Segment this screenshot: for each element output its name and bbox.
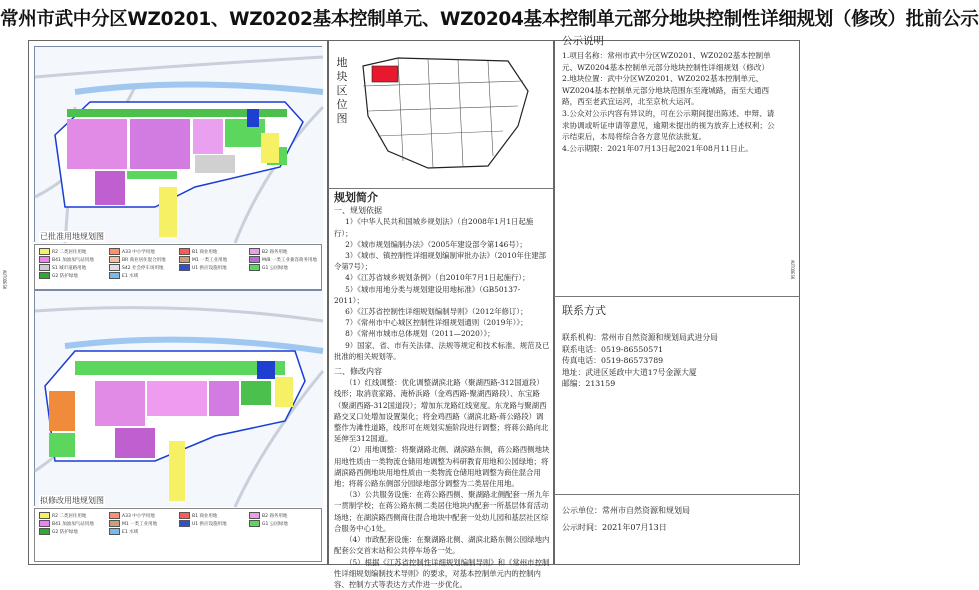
legend-swatch bbox=[179, 520, 190, 527]
basis-item: 4）《江苏省城乡规划条例》（自2010年7月1日起施行）； bbox=[334, 272, 550, 283]
legend-swatch bbox=[39, 264, 50, 271]
changes-list bbox=[334, 377, 550, 590]
legend-label: B1 商业用地 bbox=[192, 250, 217, 255]
legend-label: A33 中小学用地 bbox=[122, 514, 155, 519]
legend-swatch bbox=[179, 248, 190, 255]
change-item: （2）用地调整：将聚湖路北侧、湖滨路东侧，蒋公路西侧地块用地性质由一类物流仓储用地调整为科研教育用地和公园绿地；将湖滨路西侧地块用地性质由一类物流仓储用地调整为商住混合用地；将蒋公路东侧部分园绿地部分调整为二类居住用地。 bbox=[334, 444, 550, 489]
proposed-map-legend bbox=[34, 508, 322, 562]
legend-item bbox=[109, 248, 155, 255]
contact-body bbox=[562, 332, 782, 390]
proposed-map-svg bbox=[35, 291, 323, 507]
footer bbox=[562, 502, 782, 536]
right-divider-1 bbox=[554, 296, 800, 297]
locator-char: 块 bbox=[332, 70, 352, 84]
locator-char: 图 bbox=[332, 112, 352, 126]
legend-label: B41 加油加气站用地 bbox=[52, 522, 94, 527]
legend-label: A33 中小学用地 bbox=[122, 250, 155, 255]
contact-line: 传真电话：0519-86573789 bbox=[562, 355, 782, 367]
proposed-map-label: 拟修改用地规划图 bbox=[39, 495, 105, 506]
legend-item bbox=[179, 248, 217, 255]
legend-item bbox=[109, 264, 164, 271]
basis-item: 9）国家、省、市有关法律、法规等规定和技术标准、规范及已批准的相关规划等。 bbox=[334, 340, 550, 362]
legend-item bbox=[39, 264, 86, 271]
legend-item bbox=[109, 272, 138, 279]
legend-label: U1 供应设施用地 bbox=[192, 522, 227, 527]
legend-swatch bbox=[39, 248, 50, 255]
legend-swatch bbox=[39, 272, 50, 279]
basis-list bbox=[334, 216, 550, 362]
notice-item: 2.地块位置：武中分区WZ0201、WZ0202基本控制单元、WZ0204基本控制单元部分地块范围东至淹城路，南至大通西路，西至老武宜运河，北至京杭大运河。 bbox=[562, 73, 780, 108]
legend-swatch bbox=[179, 512, 190, 519]
legend-item bbox=[109, 520, 157, 527]
legend-label: G1 公园绿地 bbox=[262, 266, 288, 271]
basis-item: 5）《城市用地分类与规划建设用地标准》（GB50137-2011）； bbox=[334, 284, 550, 306]
legend-item bbox=[39, 520, 94, 527]
plan-intro-heading: 规划简介 bbox=[334, 192, 550, 203]
proposed-land-use-map bbox=[34, 290, 322, 506]
legend-swatch bbox=[39, 512, 50, 519]
basis-item: 2）《城市规划编制办法》（2005年建设部令第146号）； bbox=[334, 239, 550, 250]
legend-label: G2 防护绿地 bbox=[52, 274, 78, 279]
legend-item bbox=[39, 528, 78, 535]
plan-intro bbox=[334, 192, 550, 590]
locator-char: 地 bbox=[332, 56, 352, 70]
legend-label: B2 商务用地 bbox=[262, 514, 287, 519]
legend-item bbox=[249, 520, 288, 527]
side-mark-left: AUTODESK bbox=[2, 270, 7, 289]
notice-item: 1.项目名称：常州市武中分区WZ0201、WZ0202基本控制单元、WZ0204基本控制单元部分地块控制性详细规划（修改） bbox=[562, 50, 780, 73]
contact-line: 联系机构：常州市自然资源和规划局武进分局 bbox=[562, 332, 782, 344]
legend-item bbox=[39, 256, 94, 263]
middle-divider bbox=[328, 188, 554, 189]
legend-label: S42 社会停车场用地 bbox=[122, 266, 164, 271]
notice-item: 3.公众对公示内容有异议的，可在公示期间提出陈述、申辩、请求协调或听证申请等意见，逾期未提出的视为放弃上述权利；公示结束后，本局将综合各方意见依法批复。 bbox=[562, 108, 780, 143]
legend-item bbox=[249, 248, 287, 255]
change-item: （5）根据《江苏省控制性详细规划编制导则》和《常州市控制性详细规划编制技术导则》的要求，对基本控制单元内的控制内容、控制方式等表达方式作进一步优化。 bbox=[334, 557, 550, 590]
legend-item bbox=[249, 264, 288, 271]
approved-land-use-map bbox=[34, 46, 322, 242]
legend-label: B41 加油加气站用地 bbox=[52, 258, 94, 263]
notice-item: 4.公示期限：2021年07月13日起2021年08月11日止。 bbox=[562, 143, 780, 155]
approved-map-svg bbox=[35, 47, 323, 243]
footer-date: 公示时间：2021年07月13日 bbox=[562, 519, 782, 536]
legend-label: R2 二类居住用地 bbox=[52, 250, 86, 255]
legend-swatch bbox=[249, 248, 260, 255]
legend-label: BR 商业居住混合用地 bbox=[122, 258, 166, 263]
legend-swatch bbox=[109, 528, 120, 535]
legend-label: S1 城市道路用地 bbox=[52, 266, 86, 271]
legend-label: U1 供应设施用地 bbox=[192, 266, 227, 271]
basis-item: 7）《常州市中心城区控制性详细规划通则（2019年）》； bbox=[334, 317, 550, 328]
legend-swatch bbox=[249, 520, 260, 527]
basis-item: 3）《城市、镇控制性详细规划编制审批办法》（2010年住建部令第7号）； bbox=[334, 250, 550, 272]
change-item: （3）公共服务设施：在蒋公路西侧、聚湖路北侧配套一所九年一贯制学校；在蒋公路东侧二类居住地块内配套一所基层体育活动场地；在湖滨路西侧商住混合地块中配套一处幼儿园和基层社区综合服务中心1处。 bbox=[334, 489, 550, 534]
legend-swatch bbox=[249, 264, 260, 271]
legend-label: B2 商务用地 bbox=[262, 250, 287, 255]
legend-swatch bbox=[109, 264, 120, 271]
legend-swatch bbox=[39, 256, 50, 263]
legend-label: B1 商业用地 bbox=[192, 514, 217, 519]
locator-map bbox=[358, 56, 533, 171]
contact-line: 地址：武进区延政中大道17号金源大厦 bbox=[562, 367, 782, 379]
basis-item: 6）《江苏省控制性详细规划编制导则》（2012年修订）； bbox=[334, 306, 550, 317]
change-item: （4）市政配套设施：在聚湖路北侧、湖滨北路东侧公园绿地内配套公交首末站和公共停车场各一处。 bbox=[334, 534, 550, 556]
side-mark-right: AUTODESK bbox=[790, 260, 795, 279]
legend-item bbox=[109, 528, 138, 535]
legend-swatch bbox=[39, 528, 50, 535]
contact-line: 联系电话：0519-86550571 bbox=[562, 344, 782, 356]
legend-swatch bbox=[179, 256, 190, 263]
approved-map-label: 已批准用地规划图 bbox=[39, 231, 105, 242]
locator-char: 位 bbox=[332, 98, 352, 112]
legend-item bbox=[249, 256, 317, 263]
basis-title: 一、规划依据 bbox=[334, 205, 550, 216]
basis-item: 1）《中华人民共和国城乡规划法》（自2008年1月1日起施行）； bbox=[334, 216, 550, 238]
legend-label: G2 防护绿地 bbox=[52, 530, 78, 535]
legend-swatch bbox=[109, 512, 120, 519]
notice-heading: 公示说明 bbox=[562, 33, 604, 48]
notice-body bbox=[562, 50, 780, 154]
legend-item bbox=[109, 512, 155, 519]
contact-heading: 联系方式 bbox=[562, 302, 606, 318]
legend-swatch bbox=[109, 272, 120, 279]
legend-label: M1 一类工业用地 bbox=[192, 258, 227, 263]
legend-swatch bbox=[179, 264, 190, 271]
legend-item bbox=[179, 256, 227, 263]
legend-swatch bbox=[39, 520, 50, 527]
legend-item bbox=[39, 512, 86, 519]
legend-label: R2 二类居住用地 bbox=[52, 514, 86, 519]
legend-label: G1 公园绿地 bbox=[262, 522, 288, 527]
legend-label: M/B 一类工业兼容商务用地 bbox=[262, 258, 317, 263]
legend-item bbox=[109, 256, 166, 263]
legend-item bbox=[179, 512, 217, 519]
changes-title: 二、修改内容 bbox=[334, 366, 550, 377]
legend-item bbox=[249, 512, 287, 519]
legend-item bbox=[179, 520, 227, 527]
legend-item bbox=[39, 248, 86, 255]
legend-swatch bbox=[109, 520, 120, 527]
locator-label bbox=[332, 56, 352, 126]
legend-label: M1 一类工业用地 bbox=[122, 522, 157, 527]
basis-item: 8）《常州市城市总体规划（2011—2020）》； bbox=[334, 328, 550, 339]
right-divider-2 bbox=[554, 494, 800, 495]
legend-swatch bbox=[249, 512, 260, 519]
legend-item bbox=[39, 272, 78, 279]
legend-swatch bbox=[109, 248, 120, 255]
legend-label: E1 水域 bbox=[122, 530, 138, 535]
change-item: （1）红线调整：优化调整湖滨北路（聚湖西路-312国道段）线形；取消袁家路、淹桥浜路（金鸡西路-聚湖西路段）、东宝路（聚湖西路-312国道段）；增加东龙路红线宽度。东龙路与聚湖西路交叉口处增加设置渠化；将金鸡西路（湖滨北路-蒋公路段）调整作为滩性道路，线形可在规划实施阶段进行调整；将蒋公路向北延伸至312国道。 bbox=[334, 377, 550, 444]
legend-label: E1 水域 bbox=[122, 274, 138, 279]
footer-unit: 公示单位：常州市自然资源和规划局 bbox=[562, 502, 782, 519]
contact-line: 邮编：213159 bbox=[562, 378, 782, 390]
approved-map-legend bbox=[34, 244, 322, 290]
locator-char: 区 bbox=[332, 84, 352, 98]
legend-item bbox=[179, 264, 227, 271]
page-title: 常州市武中分区WZ0201、WZ0202基本控制单元、WZ0204基本控制单元部分地块控制性详细规划（修改）批前公示 bbox=[0, 0, 800, 40]
legend-swatch bbox=[109, 256, 120, 263]
legend-swatch bbox=[249, 256, 260, 263]
